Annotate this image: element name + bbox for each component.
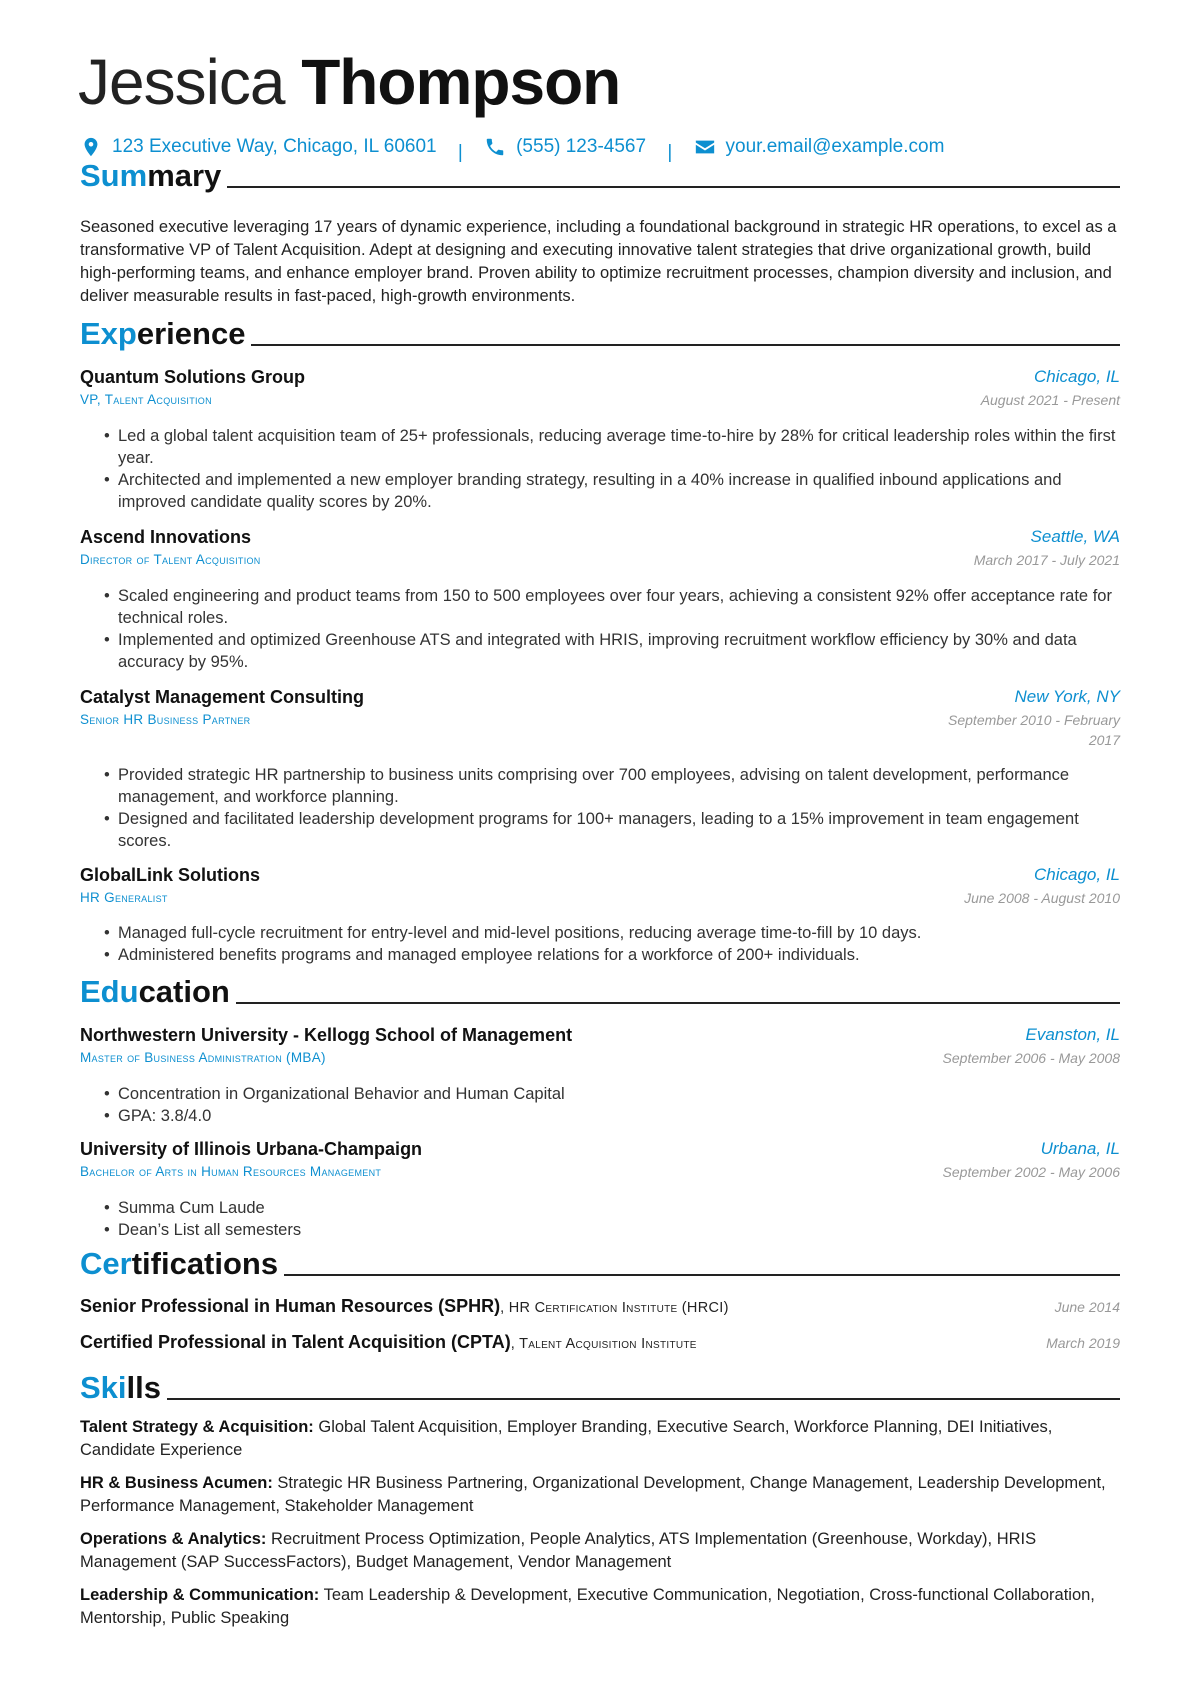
skill-group	[80, 1416, 1120, 1462]
job-bullets	[80, 922, 1120, 966]
email-link[interactable]: your.email@example.com	[725, 136, 945, 157]
certification-date: March 2019	[1046, 1335, 1120, 1351]
contact-separator: |	[667, 142, 673, 163]
job-location: Chicago, IL	[1034, 367, 1120, 386]
school-dates: September 2002 - May 2006	[942, 1164, 1120, 1180]
section-divider	[251, 344, 1120, 346]
job-entry	[80, 524, 1120, 570]
skills-heading: Skills	[80, 1370, 1120, 1406]
degree: Bachelor of Arts in Human Resources Management	[80, 1164, 382, 1179]
list-item: • Scaled engineering and product teams from 150 to 500 employees over four years, achieving a consistent 92% offer acceptance rate for technical roles.	[80, 585, 1120, 629]
envelope-icon	[694, 136, 716, 158]
job-bullets	[80, 764, 1120, 852]
skill-label: Talent Strategy & Acquisition:	[80, 1418, 314, 1436]
job-location: Seattle, WA	[1030, 527, 1120, 546]
list-item: • Led a global talent acquisition team of 25+ professionals, reducing average time-to-hire by 28% for critical leadership roles within the first year.	[80, 425, 1120, 469]
certification-issuer: , Talent Acquisition Institute	[510, 1336, 697, 1352]
skill-group	[80, 1472, 1120, 1518]
list-item: • Designed and facilitated leadership development programs for 100+ managers, leading to a 15% improvement in team engagement scores.	[80, 808, 1120, 852]
school-name: Northwestern University - Kellogg School of Management	[80, 1025, 573, 1045]
job-title: VP, Talent Acquisition	[80, 392, 212, 407]
first-name: Jessica	[78, 46, 285, 118]
school-location: Urbana, IL	[1040, 1139, 1120, 1158]
skill-list: Recruitment Process Optimization, People Analytics, ATS Implementation (Greenhouse, Workday), HRIS Management (SAP SuccessFactors), Budget Management, Vendor Management	[80, 1530, 1037, 1571]
skill-list: Team Leadership & Development, Executive Communication, Negotiation, Cross-functional Collaboration, Mentorship, Public Speaking	[80, 1586, 1095, 1627]
education-bullets	[80, 1197, 1120, 1241]
school-name: University of Illinois Urbana-Champaign	[80, 1139, 423, 1159]
list-item: • Summa Cum Laude	[80, 1197, 1120, 1219]
section-divider	[284, 1274, 1120, 1276]
contact-separator: |	[457, 142, 463, 163]
address-text: 123 Executive Way, Chicago, IL 60601	[112, 136, 437, 157]
job-title: HR Generalist	[80, 890, 168, 905]
phone-icon	[484, 136, 506, 158]
job-dates: June 2008 - August 2010	[964, 890, 1120, 906]
certification-name: Senior Professional in Human Resources (SPHR)	[80, 1296, 501, 1316]
summary-heading: Summary	[80, 158, 1120, 194]
skill-group	[80, 1584, 1120, 1630]
skill-list: Global Talent Acquisition, Employer Branding, Executive Search, Workforce Planning, DEI Initiatives, Candidate Experience	[80, 1418, 1053, 1459]
school-dates: September 2006 - May 2008	[942, 1050, 1120, 1066]
job-dates: September 2010 - February 2017	[948, 712, 1120, 748]
school-location: Evanston, IL	[1025, 1025, 1120, 1044]
degree: Master of Business Administration (MBA)	[80, 1050, 326, 1065]
map-pin-icon	[80, 136, 102, 158]
certification-issuer: , HR Certification Institute (HRCI)	[500, 1300, 729, 1316]
section-divider	[236, 1002, 1120, 1004]
education-entry	[80, 1022, 1120, 1068]
list-item: • Implemented and optimized Greenhouse ATS and integrated with HRIS, improving recruitment workflow efficiency by 30% and data accuracy by 95%.	[80, 629, 1120, 673]
job-title: Director of Talent Acquisition	[80, 552, 261, 567]
company-name: Quantum Solutions Group	[80, 367, 305, 387]
skill-label: Operations & Analytics:	[80, 1530, 267, 1548]
skill-label: HR & Business Acumen:	[80, 1474, 273, 1492]
list-item: • Dean’s List all semesters	[80, 1219, 1120, 1241]
certification-item	[80, 1296, 1120, 1317]
list-item: • Managed full-cycle recruitment for entry-level and mid-level positions, reducing average time-to-fill by 10 days.	[80, 922, 1120, 944]
education-entry	[80, 1136, 1120, 1182]
skill-group	[80, 1528, 1120, 1574]
job-title: Senior HR Business Partner	[80, 712, 251, 727]
job-location: New York, NY	[1014, 687, 1120, 706]
job-entry	[80, 862, 1120, 908]
section-divider	[167, 1398, 1120, 1400]
education-bullets	[80, 1083, 1120, 1127]
list-item: • GPA: 3.8/4.0	[80, 1105, 1120, 1127]
job-dates: March 2017 - July 2021	[973, 552, 1120, 568]
section-divider	[227, 186, 1120, 188]
job-entry	[80, 684, 1120, 750]
certification-name: Certified Professional in Talent Acquisition (CPTA)	[80, 1332, 511, 1352]
list-item: • Architected and implemented a new employer branding strategy, resulting in a 40% increase in qualified inbound applications and improved candidate quality scores by 20%.	[80, 469, 1120, 513]
company-name: Ascend Innovations	[80, 527, 252, 547]
certifications-heading: Certifications	[80, 1246, 1120, 1282]
job-bullets	[80, 585, 1120, 673]
phone-text: (555) 123-4567	[516, 136, 647, 157]
summary-text: Seasoned executive leveraging 17 years of dynamic experience, including a foundational background in strategic HR operations, to excel as a transformative VP of Talent Acquisition. Adept at designing and executing innovative talent strategies that drive organizational growth, build high-performing teams, and enhance employer brand. Proven ability to optimize recruitment processes, champion diversity and inclusion, and deliver measurable results in fast-paced, high-growth environments.	[80, 218, 1117, 305]
company-name: GlobalLink Solutions	[80, 865, 260, 885]
skill-list: Strategic HR Business Partnering, Organizational Development, Change Management, Leadership Development, Performance Management, Stakeholder Management	[80, 1474, 1106, 1515]
company-name: Catalyst Management Consulting	[80, 687, 365, 707]
list-item: • Administered benefits programs and managed employee relations for a workforce of 200+ individuals.	[80, 944, 1120, 966]
job-entry	[80, 364, 1120, 410]
job-bullets	[80, 425, 1120, 513]
skill-label: Leadership & Communication:	[80, 1586, 320, 1604]
last-name: Thompson	[301, 46, 621, 118]
list-item: • Provided strategic HR partnership to business units comprising over 700 employees, advising on talent development, performance management, and workforce planning.	[80, 764, 1120, 808]
job-location: Chicago, IL	[1034, 865, 1120, 884]
experience-heading: Experience	[80, 316, 1120, 352]
candidate-name	[78, 42, 620, 122]
certification-date: June 2014	[1054, 1299, 1120, 1315]
certification-item	[80, 1332, 1120, 1353]
education-heading: Education	[80, 974, 1120, 1010]
job-dates: August 2021 - Present	[980, 392, 1120, 408]
list-item: • Concentration in Organizational Behavior and Human Capital	[80, 1083, 1120, 1105]
